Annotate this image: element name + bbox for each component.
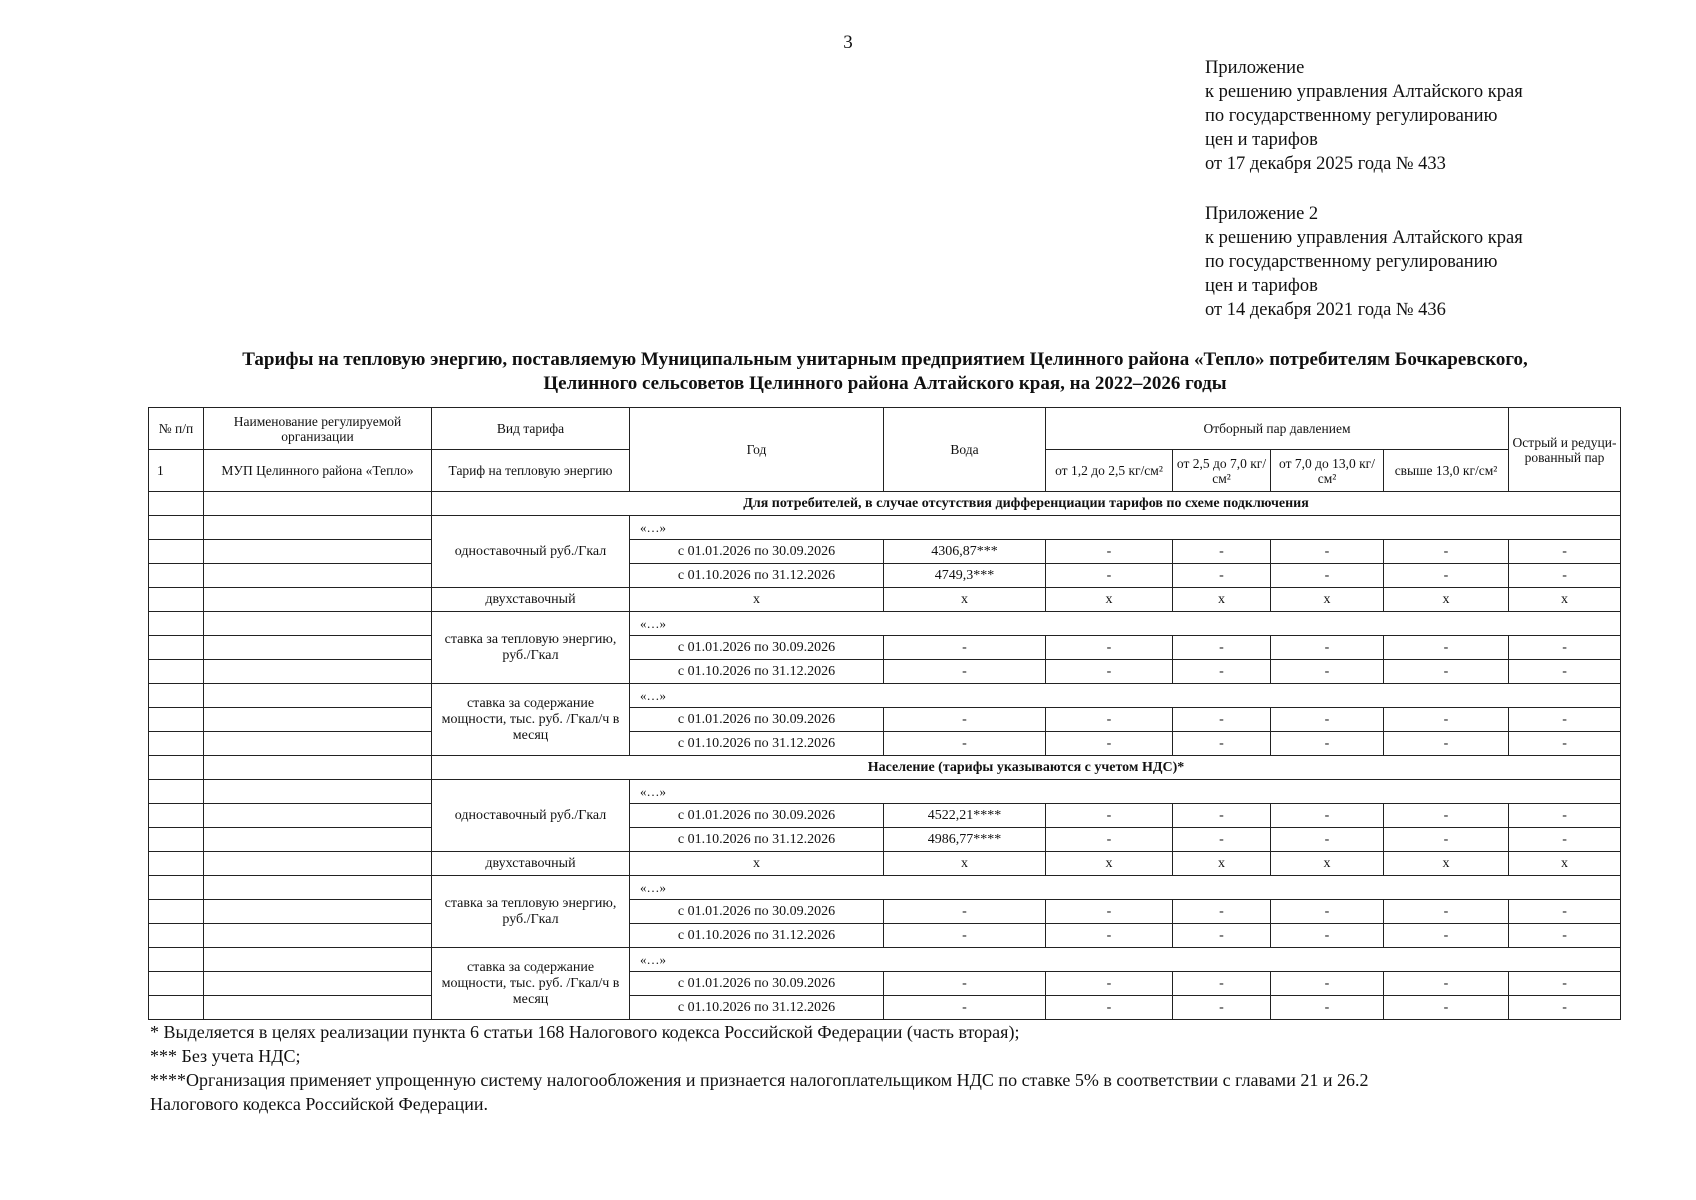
section-header-row — [149, 492, 1621, 516]
tariff-type-label: двухставочный — [432, 588, 630, 612]
ellipsis-cell: «…» — [630, 948, 1621, 972]
empty-cell — [149, 876, 204, 900]
p4-value-cell: - — [1384, 972, 1509, 996]
tariff-type-label: одноставочный руб./Гкал — [432, 516, 630, 588]
water-value-cell: - — [884, 972, 1046, 996]
p2-value-cell: х — [1173, 852, 1271, 876]
p3-value-cell: - — [1271, 540, 1384, 564]
footnote: *** Без учета НДС; — [150, 1046, 301, 1066]
p1-value-cell: - — [1046, 972, 1173, 996]
p1-value-cell: - — [1046, 900, 1173, 924]
p3-value-cell: - — [1271, 636, 1384, 660]
empty-cell — [149, 972, 204, 996]
p4-value-cell: - — [1384, 564, 1509, 588]
period-cell: х — [630, 852, 884, 876]
appendix-1-block — [1205, 56, 1523, 176]
p3-value-cell: - — [1271, 972, 1384, 996]
p2-value-cell: - — [1173, 732, 1271, 756]
table-row — [149, 804, 1621, 828]
empty-cell — [149, 732, 204, 756]
p1-value-cell: - — [1046, 828, 1173, 852]
water-value-cell: 4749,3*** — [884, 564, 1046, 588]
tariff-type-label: ставка за тепловую энергию, руб./Гкал — [432, 876, 630, 948]
water-value-cell: - — [884, 636, 1046, 660]
empty-cell — [204, 588, 432, 612]
empty-cell — [204, 492, 432, 516]
empty-cell — [204, 516, 432, 540]
table-row — [149, 900, 1621, 924]
p2-value-cell: - — [1173, 804, 1271, 828]
water-value-cell: 4986,77**** — [884, 828, 1046, 852]
water-value-cell: 4306,87*** — [884, 540, 1046, 564]
section-title: Население (тарифы указываются с учетом НДС)* — [432, 756, 1621, 780]
p3-value-cell: - — [1271, 564, 1384, 588]
p4-value-cell: - — [1384, 828, 1509, 852]
table-header-row — [149, 408, 1621, 450]
empty-cell — [204, 564, 432, 588]
p2-value-cell: - — [1173, 636, 1271, 660]
empty-cell — [149, 756, 204, 780]
p4-value-cell: - — [1384, 804, 1509, 828]
period-cell: с 01.10.2026 по 31.12.2026 — [630, 564, 884, 588]
empty-cell — [204, 852, 432, 876]
p1-value-cell: - — [1046, 636, 1173, 660]
sharp-value-cell: - — [1509, 924, 1621, 948]
header-pressure-2: от 2,5 до 7,0 кг/см² — [1173, 450, 1271, 492]
sharp-value-cell: - — [1509, 804, 1621, 828]
p3-value-cell: - — [1271, 996, 1384, 1020]
sharp-value-cell: х — [1509, 852, 1621, 876]
appendix-1-line: по государственному регулированию — [1205, 106, 1498, 126]
sharp-value-cell: - — [1509, 900, 1621, 924]
header-pressure-1: от 1,2 до 2,5 кг/см² — [1046, 450, 1173, 492]
appendix-1-line: Приложение — [1205, 58, 1305, 78]
empty-cell — [204, 540, 432, 564]
table-row — [149, 612, 1621, 636]
p4-value-cell: - — [1384, 708, 1509, 732]
table-row — [149, 876, 1621, 900]
sharp-value-cell: х — [1509, 588, 1621, 612]
table-row — [149, 708, 1621, 732]
empty-cell — [204, 612, 432, 636]
header-steam: Отборный пар давлением — [1046, 408, 1509, 450]
appendix-1-line: к решению управления Алтайского края — [1205, 82, 1523, 102]
table-row — [149, 684, 1621, 708]
ellipsis-cell: «…» — [630, 516, 1621, 540]
period-cell: х — [630, 588, 884, 612]
p4-value-cell: - — [1384, 900, 1509, 924]
p4-value-cell: - — [1384, 540, 1509, 564]
empty-cell — [204, 996, 432, 1020]
period-cell: с 01.01.2026 по 30.09.2026 — [630, 972, 884, 996]
tariff-type-label: ставка за содержание мощности, тыс. руб. /Гкал/ч в месяц — [432, 684, 630, 756]
tariff-type-label: двухставочный — [432, 852, 630, 876]
water-value-cell: - — [884, 708, 1046, 732]
empty-cell — [204, 948, 432, 972]
p1-value-cell: - — [1046, 804, 1173, 828]
empty-cell — [149, 588, 204, 612]
ellipsis-cell: «…» — [630, 876, 1621, 900]
p2-value-cell: - — [1173, 924, 1271, 948]
empty-cell — [149, 684, 204, 708]
p2-value-cell: - — [1173, 660, 1271, 684]
sharp-value-cell: - — [1509, 660, 1621, 684]
p2-value-cell: х — [1173, 588, 1271, 612]
sharp-value-cell: - — [1509, 972, 1621, 996]
p3-value-cell: х — [1271, 852, 1384, 876]
tariff-type-label: ставка за тепловую энергию, руб./Гкал — [432, 612, 630, 684]
org-tariff: Тариф на тепловую энергию — [432, 450, 630, 492]
empty-cell — [204, 636, 432, 660]
table-row — [149, 924, 1621, 948]
p4-value-cell: - — [1384, 660, 1509, 684]
appendix-2-line: от 14 декабря 2021 года № 436 — [1205, 300, 1446, 320]
empty-cell — [149, 540, 204, 564]
p1-value-cell: - — [1046, 540, 1173, 564]
header-sharp-steam: Острый и редуци-рованный пар — [1509, 408, 1621, 492]
empty-cell — [204, 756, 432, 780]
appendix-1-line: цен и тарифов — [1205, 130, 1318, 150]
appendix-2-line: цен и тарифов — [1205, 276, 1318, 296]
p4-value-cell: х — [1384, 852, 1509, 876]
ellipsis-cell: «…» — [630, 780, 1621, 804]
water-value-cell: - — [884, 660, 1046, 684]
header-year: Год — [630, 408, 884, 492]
empty-cell — [149, 492, 204, 516]
header-tariff-type: Вид тарифа — [432, 408, 630, 450]
footnotes — [150, 1020, 1620, 1116]
footnote: * Выделяется в целях реализации пункта 6 статьи 168 Налогового кодекса Российской Федерации (часть вторая); — [150, 1022, 1020, 1042]
table-row — [149, 780, 1621, 804]
table-row — [149, 564, 1621, 588]
p3-value-cell: - — [1271, 804, 1384, 828]
p1-value-cell: - — [1046, 924, 1173, 948]
footnote: Налогового кодекса Российской Федерации. — [150, 1094, 489, 1114]
period-cell: с 01.01.2026 по 30.09.2026 — [630, 636, 884, 660]
sharp-value-cell: - — [1509, 828, 1621, 852]
p3-value-cell: - — [1271, 732, 1384, 756]
empty-cell — [204, 780, 432, 804]
p1-value-cell: - — [1046, 660, 1173, 684]
empty-cell — [149, 996, 204, 1020]
sharp-value-cell: - — [1509, 636, 1621, 660]
document-title-line: Тарифы на тепловую энергию, поставляемую Муниципальным унитарным предприятием Целинного района «Тепло» потребителям Бочкаревского, — [242, 349, 1528, 370]
p1-value-cell: х — [1046, 588, 1173, 612]
header-org-name: Наименование регулируемой организации — [204, 408, 432, 450]
appendix-2-block — [1205, 202, 1523, 322]
sharp-value-cell: - — [1509, 708, 1621, 732]
p2-value-cell: - — [1173, 828, 1271, 852]
period-cell: с 01.10.2026 по 31.12.2026 — [630, 924, 884, 948]
p2-value-cell: - — [1173, 972, 1271, 996]
period-cell: с 01.01.2026 по 30.09.2026 — [630, 804, 884, 828]
empty-cell — [149, 636, 204, 660]
p3-value-cell: - — [1271, 660, 1384, 684]
table-row — [149, 732, 1621, 756]
tariff-type-label: одноставочный руб./Гкал — [432, 780, 630, 852]
empty-cell — [204, 804, 432, 828]
period-cell: с 01.01.2026 по 30.09.2026 — [630, 708, 884, 732]
p2-value-cell: - — [1173, 564, 1271, 588]
empty-cell — [149, 564, 204, 588]
sharp-value-cell: - — [1509, 564, 1621, 588]
water-value-cell: - — [884, 732, 1046, 756]
org-number: 1 — [149, 450, 204, 492]
empty-cell — [149, 804, 204, 828]
p4-value-cell: х — [1384, 588, 1509, 612]
empty-cell — [204, 684, 432, 708]
period-cell: с 01.10.2026 по 31.12.2026 — [630, 732, 884, 756]
empty-cell — [204, 732, 432, 756]
water-value-cell: - — [884, 900, 1046, 924]
p4-value-cell: - — [1384, 996, 1509, 1020]
p2-value-cell: - — [1173, 708, 1271, 732]
header-num: № п/п — [149, 408, 204, 450]
p1-value-cell: х — [1046, 852, 1173, 876]
p3-value-cell: - — [1271, 708, 1384, 732]
page-number: 3 — [843, 32, 853, 53]
tariff-type-label: ставка за содержание мощности, тыс. руб. /Гкал/ч в месяц — [432, 948, 630, 1020]
empty-cell — [149, 948, 204, 972]
table-row — [149, 828, 1621, 852]
table-row — [149, 996, 1621, 1020]
empty-cell — [149, 612, 204, 636]
water-value-cell: х — [884, 852, 1046, 876]
p4-value-cell: - — [1384, 924, 1509, 948]
water-value-cell: х — [884, 588, 1046, 612]
period-cell: с 01.10.2026 по 31.12.2026 — [630, 828, 884, 852]
tariff-table — [148, 407, 1621, 1020]
water-value-cell: 4522,21**** — [884, 804, 1046, 828]
sharp-value-cell: - — [1509, 732, 1621, 756]
period-cell: с 01.01.2026 по 30.09.2026 — [630, 900, 884, 924]
table-row — [149, 660, 1621, 684]
document-title — [150, 348, 1620, 396]
appendix-2-line: по государственному регулированию — [1205, 252, 1498, 272]
empty-cell — [149, 516, 204, 540]
empty-cell — [149, 924, 204, 948]
period-cell: с 01.10.2026 по 31.12.2026 — [630, 660, 884, 684]
p4-value-cell: - — [1384, 636, 1509, 660]
empty-cell — [204, 660, 432, 684]
table-row — [149, 540, 1621, 564]
p1-value-cell: - — [1046, 708, 1173, 732]
document-title-line: Целинного сельсоветов Целинного района Алтайского края, на 2022–2026 годы — [543, 373, 1227, 394]
p1-value-cell: - — [1046, 564, 1173, 588]
empty-cell — [149, 828, 204, 852]
empty-cell — [204, 708, 432, 732]
appendix-2-line: Приложение 2 — [1205, 204, 1319, 224]
header-pressure-4: свыше 13,0 кг/см² — [1384, 450, 1509, 492]
period-cell: с 01.01.2026 по 30.09.2026 — [630, 540, 884, 564]
table-row — [149, 852, 1621, 876]
p3-value-cell: - — [1271, 900, 1384, 924]
appendix-1-line: от 17 декабря 2025 года № 433 — [1205, 154, 1446, 174]
p1-value-cell: - — [1046, 996, 1173, 1020]
header-pressure-3: от 7,0 до 13,0 кг/см² — [1271, 450, 1384, 492]
empty-cell — [149, 900, 204, 924]
empty-cell — [149, 660, 204, 684]
ellipsis-cell: «…» — [630, 612, 1621, 636]
p4-value-cell: - — [1384, 732, 1509, 756]
table-row — [149, 588, 1621, 612]
p2-value-cell: - — [1173, 900, 1271, 924]
p3-value-cell: - — [1271, 828, 1384, 852]
sharp-value-cell: - — [1509, 996, 1621, 1020]
period-cell: с 01.10.2026 по 31.12.2026 — [630, 996, 884, 1020]
water-value-cell: - — [884, 996, 1046, 1020]
p3-value-cell: - — [1271, 924, 1384, 948]
empty-cell — [204, 900, 432, 924]
table-row — [149, 636, 1621, 660]
org-name: МУП Целинного района «Тепло» — [204, 450, 432, 492]
table-row — [149, 948, 1621, 972]
p3-value-cell: х — [1271, 588, 1384, 612]
empty-cell — [204, 972, 432, 996]
ellipsis-cell: «…» — [630, 684, 1621, 708]
empty-cell — [204, 876, 432, 900]
table-row — [149, 516, 1621, 540]
header-water: Вода — [884, 408, 1046, 492]
empty-cell — [149, 708, 204, 732]
sharp-value-cell: - — [1509, 540, 1621, 564]
empty-cell — [149, 852, 204, 876]
p2-value-cell: - — [1173, 996, 1271, 1020]
footnote: ****Организация применяет упрощенную систему налогообложения и признается налогоплательщиком НДС по ставке 5% в соответствии с главами 21 и 26.2 — [150, 1070, 1369, 1090]
p2-value-cell: - — [1173, 540, 1271, 564]
table-row — [149, 972, 1621, 996]
empty-cell — [204, 924, 432, 948]
section-title: Для потребителей, в случае отсутствия дифференциации тарифов по схеме подключения — [432, 492, 1621, 516]
empty-cell — [204, 828, 432, 852]
section-header-row — [149, 756, 1621, 780]
appendix-2-line: к решению управления Алтайского края — [1205, 228, 1523, 248]
empty-cell — [149, 780, 204, 804]
p1-value-cell: - — [1046, 732, 1173, 756]
water-value-cell: - — [884, 924, 1046, 948]
